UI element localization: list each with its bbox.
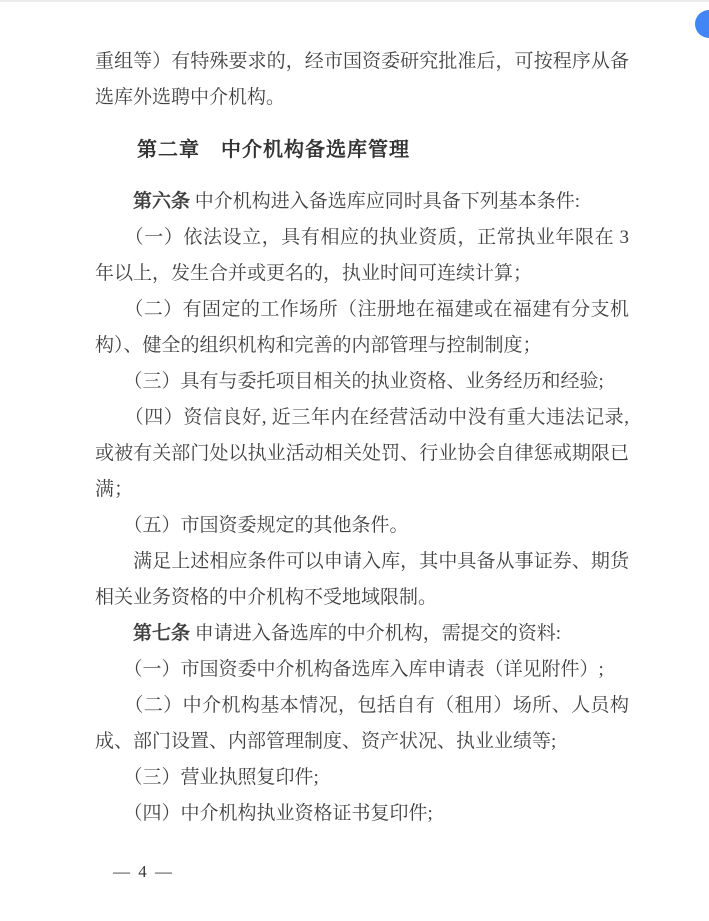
paragraph <box>95 508 629 544</box>
text-line <box>95 436 629 472</box>
text-line <box>95 580 629 616</box>
text-line <box>95 328 629 364</box>
paragraph <box>95 652 629 688</box>
floating-widget-button[interactable] <box>695 10 709 38</box>
paragraph <box>95 544 629 616</box>
text-line <box>95 256 629 292</box>
text-segment: 构）、健全的组织机构和完善的内部管理与控制制度； <box>95 335 542 356</box>
text-line <box>95 472 629 508</box>
text-line <box>95 760 629 796</box>
text-segment: （四）中介机构执业资格证书复印件; <box>95 803 433 824</box>
text-segment: （三）营业执照复印件; <box>95 767 319 788</box>
text-segment: 中介机构进入备选库应同时具备下列基本条件: <box>190 191 581 212</box>
text-segment: 满足上述相应条件可以申请入库，其中具备从事证券、期货 <box>95 551 629 572</box>
text-segment: （二）中介机构基本情况，包括自有（租用）场所、人员构 <box>95 695 629 716</box>
text-segment: （四）资信良好, 近三年内在经营活动中没有重大违法记录, <box>95 407 629 428</box>
paragraph <box>95 184 629 220</box>
text-segment: 申请进入备选库的中介机构，需提交的资料: <box>190 623 562 644</box>
text-segment: 或被有关部门处以执业活动相关处罚、行业协会自律惩戒期限已 <box>95 443 629 464</box>
paragraph <box>95 44 629 116</box>
paragraph <box>95 796 629 832</box>
text-segment: 成、部门设置、内部管理制度、资产状况、执业业绩等; <box>95 731 557 752</box>
text-segment: 相关业务资格的中介机构不受地域限制。 <box>95 587 438 608</box>
text-line <box>95 544 629 580</box>
text-line <box>95 364 629 400</box>
text-line <box>95 184 629 220</box>
paragraph <box>95 616 629 652</box>
text-segment: （五）市国资委规定的其他条件。 <box>95 515 409 536</box>
text-segment: 年以上，发生合并或更名的，执业时间可连续计算； <box>95 263 533 284</box>
text-line <box>95 724 629 760</box>
text-segment: 选库外选聘中介机构。 <box>95 87 286 108</box>
text-line <box>95 688 629 724</box>
paragraph <box>95 292 629 364</box>
text-line <box>95 400 629 436</box>
text-line <box>95 44 629 80</box>
text-line <box>95 292 629 328</box>
text-segment <box>95 191 133 212</box>
text-segment <box>95 623 133 644</box>
document-body <box>95 2 629 832</box>
text-line <box>95 796 629 832</box>
paragraph <box>95 760 629 796</box>
bold-text-segment: 第七条 <box>133 623 191 644</box>
paragraph <box>95 364 629 400</box>
text-line <box>95 132 629 168</box>
text-segment: 重组等）有特殊要求的，经市国资委研究批准后，可按程序从备 <box>95 51 629 72</box>
paragraph <box>95 220 629 292</box>
text-segment: （二）有固定的工作场所（注册地在福建或在福建有分支机 <box>95 299 629 320</box>
text-line <box>95 80 629 116</box>
bold-text-segment: 第六条 <box>133 191 191 212</box>
text-line <box>95 508 629 544</box>
paragraph <box>95 400 629 508</box>
text-line <box>95 652 629 688</box>
text-segment: （三）具有与委托项目相关的执业资格、业务经历和经验; <box>95 371 604 392</box>
text-segment: （一）市国资委中介机构备选库入库申请表（详见附件）; <box>95 659 604 680</box>
bold-text-segment: 第二章 中介机构备选库管理 <box>95 139 410 161</box>
text-segment: （一）依法设立，具有相应的执业资质，正常执业年限在 3 <box>95 227 629 248</box>
page-number: — 4 — <box>113 862 174 881</box>
text-segment: 满； <box>95 479 134 500</box>
paragraph <box>95 688 629 760</box>
text-line <box>95 616 629 652</box>
chapter-heading <box>95 132 629 168</box>
text-line <box>95 220 629 256</box>
